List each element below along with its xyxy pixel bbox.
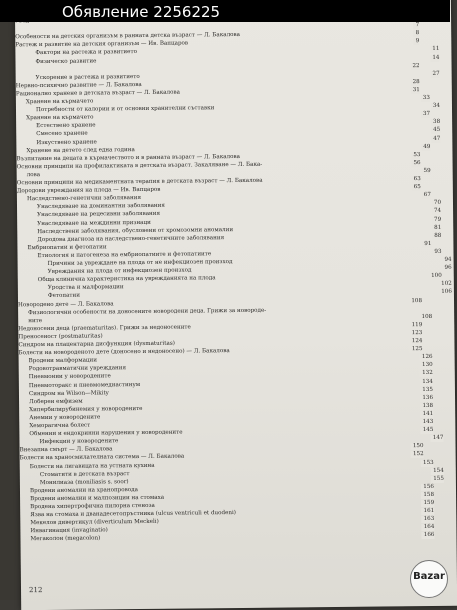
toc-entry-page: 119: [410, 322, 423, 329]
page-number-footer: 212: [29, 586, 42, 594]
toc-entry-title: Синдром на Wilson—Mikity: [29, 390, 109, 398]
toc-entry-title: Рационално хранене в детската възраст — Л. Бакалова: [16, 89, 180, 98]
toc-entry-page: 81: [432, 224, 441, 231]
toc-entry-title: Хранене на кърмачето: [26, 115, 93, 123]
toc-entry-title: Унаследяване на доминантни заболявания: [37, 203, 165, 211]
toc-entry-page: 166: [422, 532, 435, 539]
toc-entry-page: 155: [431, 476, 444, 483]
toc-entry-page: 34: [431, 103, 440, 110]
toc-entry-page: 106: [439, 289, 452, 296]
toc-entry-page: 49: [421, 144, 430, 151]
toc-entry-page: 141: [420, 411, 433, 418]
toc-entry-title: Болести на новороденото дете (доносено и недоносено) — Л. Бакалова: [19, 348, 230, 357]
toc-entry-page: 147: [431, 435, 444, 442]
toc-entry-page: 143: [421, 419, 434, 426]
toc-entry-title: Наследствени заболявания, обусловени от хромозомни аномалии: [37, 227, 233, 236]
toc-entry-page: 47: [431, 135, 440, 142]
toc-entry-title: Пневмоторакс и пневмомедиастинум: [29, 382, 140, 390]
toc-entry-page: 150: [411, 443, 424, 450]
toc-entry-title: Хипербилирубинемия у новородените: [29, 406, 142, 414]
toc-entry-title: Хранене на детето след една година: [26, 147, 134, 155]
toc-entry-title: Обменни и ендокринни нарушения у новородените: [29, 430, 182, 439]
toc-entry-title: Язва на стомаха и дванадесетопръстника (ulcus ventriculi et duodeni): [30, 510, 236, 519]
toc-entry-title: Увреждания на плода от инфекциозен произход: [48, 268, 192, 277]
toc-entry-title: Причини за увреждане на плода от не инфекциозен произход: [48, 259, 233, 268]
toc-entry-page: 33: [421, 95, 430, 102]
toc-entry-page: 163: [422, 516, 435, 523]
toc-entry-page: 65: [412, 184, 421, 191]
book-page: [15, 0, 457, 610]
toc-entry-page: 11: [430, 46, 439, 53]
toc-entry-page: 56: [411, 160, 420, 167]
toc-entry-page: 53: [411, 152, 420, 159]
toc-entry-title: Болести на храносмилателната система — Л. Бакалова: [20, 454, 185, 463]
toc-entry-page: 159: [421, 500, 434, 507]
toc-entry-page: 102: [439, 281, 452, 288]
toc-entry-title: Фактори на растежа и развитието: [35, 49, 137, 57]
toc-entry-page: 126: [420, 354, 433, 361]
toc-entry-page: 8: [414, 30, 420, 37]
toc-entry-title: Болести на лигавицата на устната кухина: [30, 462, 155, 470]
toc-entry-title: Унаследяване на рецесивни заболявания: [37, 211, 160, 219]
toc-entry-page: 161: [422, 508, 435, 515]
toc-entry-page: 37: [421, 111, 430, 118]
toc-entry-page: 152: [411, 451, 424, 458]
toc-entry-title: Ускорение в растежа и развитието: [36, 74, 140, 82]
toc-entry-title: Инфекции у новородените: [39, 438, 118, 446]
toc-entry-title: Възпитание на децата в кърмачеството и в ранната възраст — Л. Бакалова: [16, 154, 239, 163]
toc-entry-title: Внезапна смърт — Л. Бакалова: [20, 447, 113, 455]
toc-entry-page: 135: [420, 387, 433, 394]
toc-entry-page: 136: [420, 395, 433, 402]
toc-entry-page: 79: [432, 216, 441, 223]
toc-entry-page: 156: [421, 484, 434, 491]
toc-entry-title: Анемии у новородените: [29, 414, 100, 422]
toc-entry-title: лова: [27, 172, 40, 179]
toc-entry-title: Наследствено-генетични заболявания: [27, 195, 141, 203]
toc-entry-page: 124: [410, 338, 423, 345]
toc-entry-title: Ембриопатии и фетопатии: [27, 244, 106, 252]
toc-entry-title: Хранене на кърмачето: [26, 98, 93, 106]
toc-entry-page: 100: [429, 273, 442, 280]
toc-entry-page: 108: [419, 314, 432, 321]
toc-entry-title: Монилиаза (moniliasis s. soor): [40, 479, 129, 487]
toc-entry-title: Унаследяване на междинни признаци: [37, 219, 151, 227]
toc-entry-title: Вродени аномалии и малпозиции на стомаха: [30, 495, 164, 503]
toc-entry-page: 153: [421, 459, 434, 466]
logo-text: Bazar: [411, 571, 447, 582]
toc-entry-title: Физиологични особености на доносените новородени деца. Грижи за новороде-: [28, 307, 266, 316]
toc-entry-title: Вродени малформации: [29, 358, 97, 366]
watermark-text: Обявление 2256225: [62, 3, 220, 21]
toc-entry-page: 138: [420, 403, 433, 410]
toc-entry-page: 91: [422, 241, 431, 248]
toc-entry-title: Инвагинация (invaginatio): [30, 528, 107, 536]
toc-entry-page: 132: [420, 370, 433, 377]
toc-entry-page: 45: [431, 127, 440, 134]
toc-entry-title: Вродена хипертрофична пилорна стеноза: [30, 503, 155, 511]
toc-entry-page: 145: [421, 427, 434, 434]
toc-entry-title: Физическо развитие: [35, 58, 96, 66]
toc-entry-title: Обща клинична характеристика на уврежданията на плода: [38, 275, 216, 284]
toc-entry-title: Смесено хранене: [36, 131, 87, 139]
toc-entry-page: 63: [412, 176, 421, 183]
toc-entry-page: 67: [422, 192, 431, 199]
watermark-banner: [0, 0, 450, 22]
toc-entry-title: Уродства и малформации: [48, 284, 124, 292]
toc-entry-page: 14: [430, 54, 439, 61]
toc-entry-title: Вродени аномалии на хранопровода: [30, 487, 138, 495]
bazar-logo: [410, 560, 448, 598]
toc-entry-page: 164: [422, 524, 435, 531]
toc-entry-title: Особености на детския организъм в ранната детска възраст — Л. Бакалова: [15, 32, 240, 41]
toc-entry-title: Етиология и патогенеза на ембриопатиите и фетопатиите: [37, 251, 211, 260]
toc-entry-page: 22: [410, 63, 419, 70]
toc-entry-page: 125: [410, 346, 423, 353]
toc-entry-page: 93: [432, 249, 441, 256]
toc-entry-page: 7: [414, 22, 420, 29]
toc-entry-title: Фетопатии: [48, 293, 80, 300]
toc-entry-title: Пневмонии у новородените: [29, 374, 111, 382]
toc-entry-title: Основни принципи на медикаментната терапия в детската възраст — Л. Бакалова: [17, 178, 263, 188]
toc-entry-title: Недоносени деца (praematuritas). Грижи за недоносените: [18, 324, 191, 333]
toc-entry-title: Растеж и развитие на детския организъм — Ив. Вапцаров: [15, 41, 188, 50]
toc-entry-title: Хеморагична болест: [29, 423, 90, 431]
toc-entry-title: Мегаколон (megacolon): [30, 536, 100, 544]
toc-entry-title: Дородови увреждания на плода — Ив. Вапцаров: [17, 187, 161, 196]
toc-entry-page: 134: [420, 378, 433, 385]
toc-entry-page: 154: [431, 467, 444, 474]
toc-entry-page: 123: [410, 330, 423, 337]
toc-entry-page: 28: [411, 79, 420, 86]
toc-entry-title: ните: [28, 318, 42, 325]
toc-entry-title: Изкуствено хранене: [36, 139, 97, 147]
toc-entry-title: Потребности от калории и от основни хранителни съставки: [36, 105, 214, 114]
toc-entry-page: 96: [443, 265, 452, 272]
toc-entry-page: 31: [411, 87, 420, 94]
toc-entry-page: 94: [442, 257, 451, 264]
toc-entry-page: 74: [432, 208, 441, 215]
toc-entry-title: Стоматити в детската възраст: [40, 471, 130, 479]
toc-entry-page: 9: [414, 38, 420, 45]
toc-entry-page: 108: [409, 298, 422, 305]
toc-entry-title: Преносеност (postmaturitas): [18, 333, 102, 341]
toc-entry-page: 70: [432, 200, 441, 207]
toc-entry-title: Нервно-психично развитие — Л. Бакалова: [16, 82, 142, 90]
toc-entry-page: 130: [420, 362, 433, 369]
toc-entry-title: Лоберен емфизем: [29, 398, 83, 406]
toc-entry-title: Мекелов дивертикул (diverticulum Meckeli): [30, 519, 158, 527]
toc-entry-title: Родовотравматични увреждания: [29, 365, 126, 373]
toc-entry-title: Естествено хранене: [36, 123, 95, 131]
toc-entry-page: 38: [431, 119, 440, 126]
toc-entry-title: Синдром на плацентарна дисфункция (dysmaturitas): [18, 341, 174, 350]
toc-entry-page: 158: [421, 492, 434, 499]
toc-entry-title: Дородова диагноза на наследствено-генетичните заболявания: [37, 235, 224, 244]
toc-entry-page: 27: [430, 71, 439, 78]
toc-entry-title: Новородено дете — Л. Бакалова: [18, 301, 114, 309]
toc-entry-page: 59: [422, 168, 431, 175]
toc-entry-title: Основни принципи на профилактиката в детската възраст. Закаляване — Л. Бака-: [17, 162, 263, 172]
toc-entry-page: 88: [432, 233, 441, 240]
